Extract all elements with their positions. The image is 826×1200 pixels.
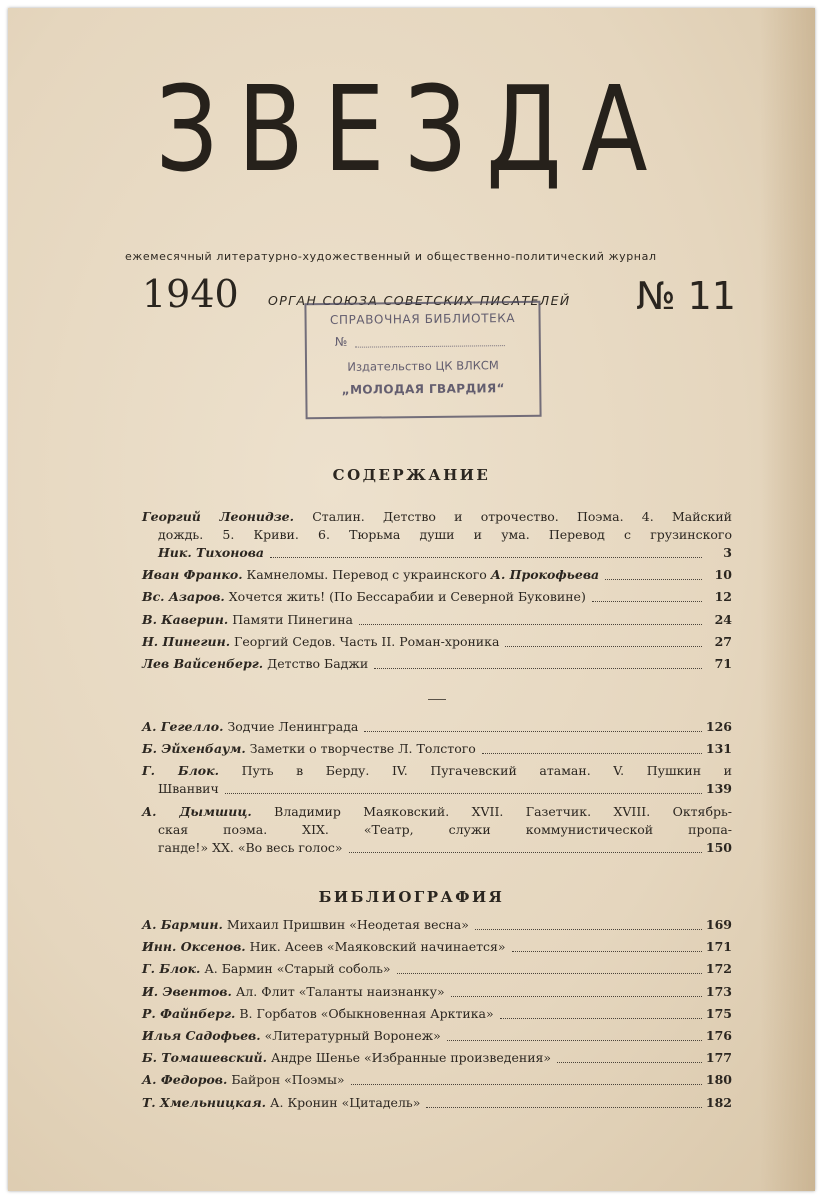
dot-leader [605, 579, 702, 580]
bib-entry [142, 983, 732, 1001]
bib-page-number: 171 [705, 939, 732, 955]
toc-page-number: 71 [714, 655, 732, 671]
toc-entry [142, 566, 732, 584]
dot-leader [270, 557, 702, 558]
dot-leader [475, 929, 702, 930]
bib-text: Ник. Асеев «Маяковский начинается» [249, 939, 506, 955]
magazine-page [8, 8, 815, 1191]
toc-text: Хочется жить! (По Бессарабии и Северной Буковине) [228, 589, 586, 605]
toc-page-number: 24 [714, 611, 732, 627]
bib-text: Андре Шенье «Избранные произведения» [270, 1050, 552, 1066]
bib-author: Т. Хмельницкая. [142, 1094, 267, 1110]
dot-leader [451, 996, 702, 997]
bib-text: А. Бармин «Старый соболь» [204, 961, 391, 977]
toc-entry [142, 633, 732, 651]
toc-text: ганде!» XX. «Во весь голос» [158, 839, 343, 855]
bib-text: Байрон «Поэмы» [231, 1072, 345, 1088]
toc-page-number: 139 [705, 781, 732, 797]
issue-number: № 11 [636, 274, 736, 318]
bib-author: Р. Файнберг. [142, 1005, 236, 1021]
toc-entry [142, 588, 732, 606]
bib-author: А. Федоров. [142, 1072, 228, 1088]
section-divider [428, 699, 446, 700]
dot-leader [364, 731, 702, 732]
toc-page-number: 3 [723, 545, 732, 560]
toc-entry [142, 508, 732, 562]
toc-author: Лев Вайсенберг. [142, 655, 264, 671]
toc-page-number: 12 [714, 589, 732, 605]
toc-text: Сталин. Детство и отрочество. Поэма. 4. Майский [312, 509, 732, 524]
contents-title: СОДЕРЖАНИЕ [332, 466, 491, 484]
dot-leader [592, 601, 702, 602]
bib-page-number: 173 [705, 983, 732, 999]
publisher-organ: ОРГАН СОЮЗА СОВЕТСКИХ ПИСАТЕЛЕЙ [268, 293, 571, 308]
toc-text: Детство Баджи [267, 655, 369, 671]
bib-author: Б. Томашевский. [142, 1050, 267, 1066]
toc-text: Зодчие Ленинграда [227, 719, 359, 734]
dot-leader [557, 1062, 702, 1063]
bib-author: Илья Садофьев. [142, 1027, 261, 1043]
toc-entry [142, 611, 732, 629]
toc-author: А. Дымшиц. [142, 803, 252, 819]
bib-entry [142, 1049, 732, 1067]
dot-leader [397, 973, 702, 974]
stamp-line-imprint: „МОЛОДАЯ ГВАРДИЯ“ [341, 381, 505, 397]
library-stamp [304, 301, 541, 419]
bib-entry [142, 916, 732, 934]
toc-author: Б. Эйхенбаум. [142, 741, 246, 757]
dot-leader [505, 646, 702, 647]
bib-text: А. Кронин «Цитадель» [270, 1094, 421, 1110]
bib-author: И. Эвентов. [142, 983, 232, 999]
bib-entry [142, 1027, 732, 1045]
toc-page-number: 126 [705, 719, 732, 734]
toc-page-number: 27 [714, 633, 732, 649]
bib-page-number: 169 [705, 917, 732, 932]
dot-leader [426, 1107, 702, 1108]
toc-text: ская поэма. XIX. «Театр, служи коммунистической пропа- [158, 821, 732, 837]
bib-page-number: 182 [705, 1094, 732, 1110]
dot-leader [374, 668, 702, 669]
bib-entry [142, 1071, 732, 1089]
toc-entry [142, 655, 732, 673]
bib-entry [142, 1094, 732, 1112]
toc-author: Г. Блок. [142, 763, 219, 779]
bib-text: «Литературный Воронеж» [264, 1027, 441, 1043]
bib-page-number: 180 [705, 1072, 732, 1088]
toc-author: Н. Пинегин. [142, 633, 231, 649]
toc-entry [142, 762, 732, 798]
toc-text: Заметки о творчестве Л. Толстого [249, 741, 476, 757]
dot-leader [482, 753, 702, 754]
bib-author: Инн. Оксенов. [142, 939, 246, 955]
toc-author: Георгий Леонидзе. [142, 509, 294, 524]
bibliography-list [142, 916, 732, 1116]
toc-author: Вс. Азаров. [142, 589, 225, 605]
contents-list-2 [142, 718, 732, 861]
toc-text: Шванвич [158, 781, 219, 797]
toc-entry [142, 718, 732, 736]
dot-leader [225, 793, 702, 794]
bib-author: Г. Блок. [142, 961, 201, 977]
contents-list [142, 508, 732, 677]
bib-entry [142, 960, 732, 978]
toc-text: дождь. 5. Криви. 6. Тюрьма души и ума. Перевод с грузинского [158, 527, 732, 542]
toc-author: В. Каверин. [142, 611, 229, 627]
toc-entry [142, 740, 732, 758]
bib-text: В. Горбатов «Обыкновенная Арктика» [239, 1005, 494, 1021]
bib-text: Ал. Флит «Таланты наизнанку» [235, 983, 445, 999]
dot-leader [359, 624, 702, 625]
toc-text: Путь в Берду. IV. Пугачевский атаман. V. Пушкин и [241, 763, 732, 779]
masthead-title: ЗВЕЗДА [155, 60, 668, 198]
bib-page-number: 175 [705, 1005, 732, 1021]
bib-page-number: 172 [705, 961, 732, 977]
toc-author: А. Гегелло. [142, 719, 224, 734]
stamp-line-number: № [334, 334, 348, 349]
dot-leader [351, 1084, 702, 1085]
toc-text: Памяти Пинегина [232, 611, 353, 627]
stamp-line-publisher: Издательство ЦК ВЛКСМ [347, 358, 499, 374]
toc-text: Владимир Маяковский. XVII. Газетчик. XVIII. Октябрь- [274, 803, 732, 819]
dot-leader [349, 852, 702, 853]
bibliography-title: БИБЛИОГРАФИЯ [318, 888, 505, 906]
toc-text: Камнеломы. Перевод с украинского [246, 567, 487, 583]
dot-leader [447, 1040, 702, 1041]
bib-page-number: 177 [705, 1050, 732, 1066]
toc-text: Георгий Седов. Часть II. Роман-хроника [234, 633, 500, 649]
journal-subtitle: ежемесячный литературно-художественный и общественно-политический журнал [125, 250, 657, 263]
toc-author: Иван Франко. [142, 567, 243, 583]
toc-translator: Ник. Тихонова [158, 545, 264, 560]
toc-entry [142, 803, 732, 857]
publication-year: 1940 [142, 272, 239, 316]
stamp-line-library: СПРАВОЧНАЯ БИБЛИОТЕКА [329, 311, 516, 327]
toc-translator: А. Прокофьева [490, 567, 600, 583]
dot-leader [512, 951, 702, 952]
page-edge-shadow [760, 8, 815, 1191]
bib-entry [142, 938, 732, 956]
bib-page-number: 176 [705, 1027, 732, 1043]
toc-page-number: 131 [705, 741, 732, 757]
bib-text: Михаил Пришвин «Неодетая весна» [226, 917, 469, 932]
bib-entry [142, 1005, 732, 1023]
toc-page-number: 150 [705, 839, 732, 855]
bib-author: А. Бармин. [142, 917, 223, 932]
dot-leader [500, 1018, 702, 1019]
stamp-number-blank [355, 345, 505, 348]
toc-page-number: 10 [714, 567, 732, 583]
